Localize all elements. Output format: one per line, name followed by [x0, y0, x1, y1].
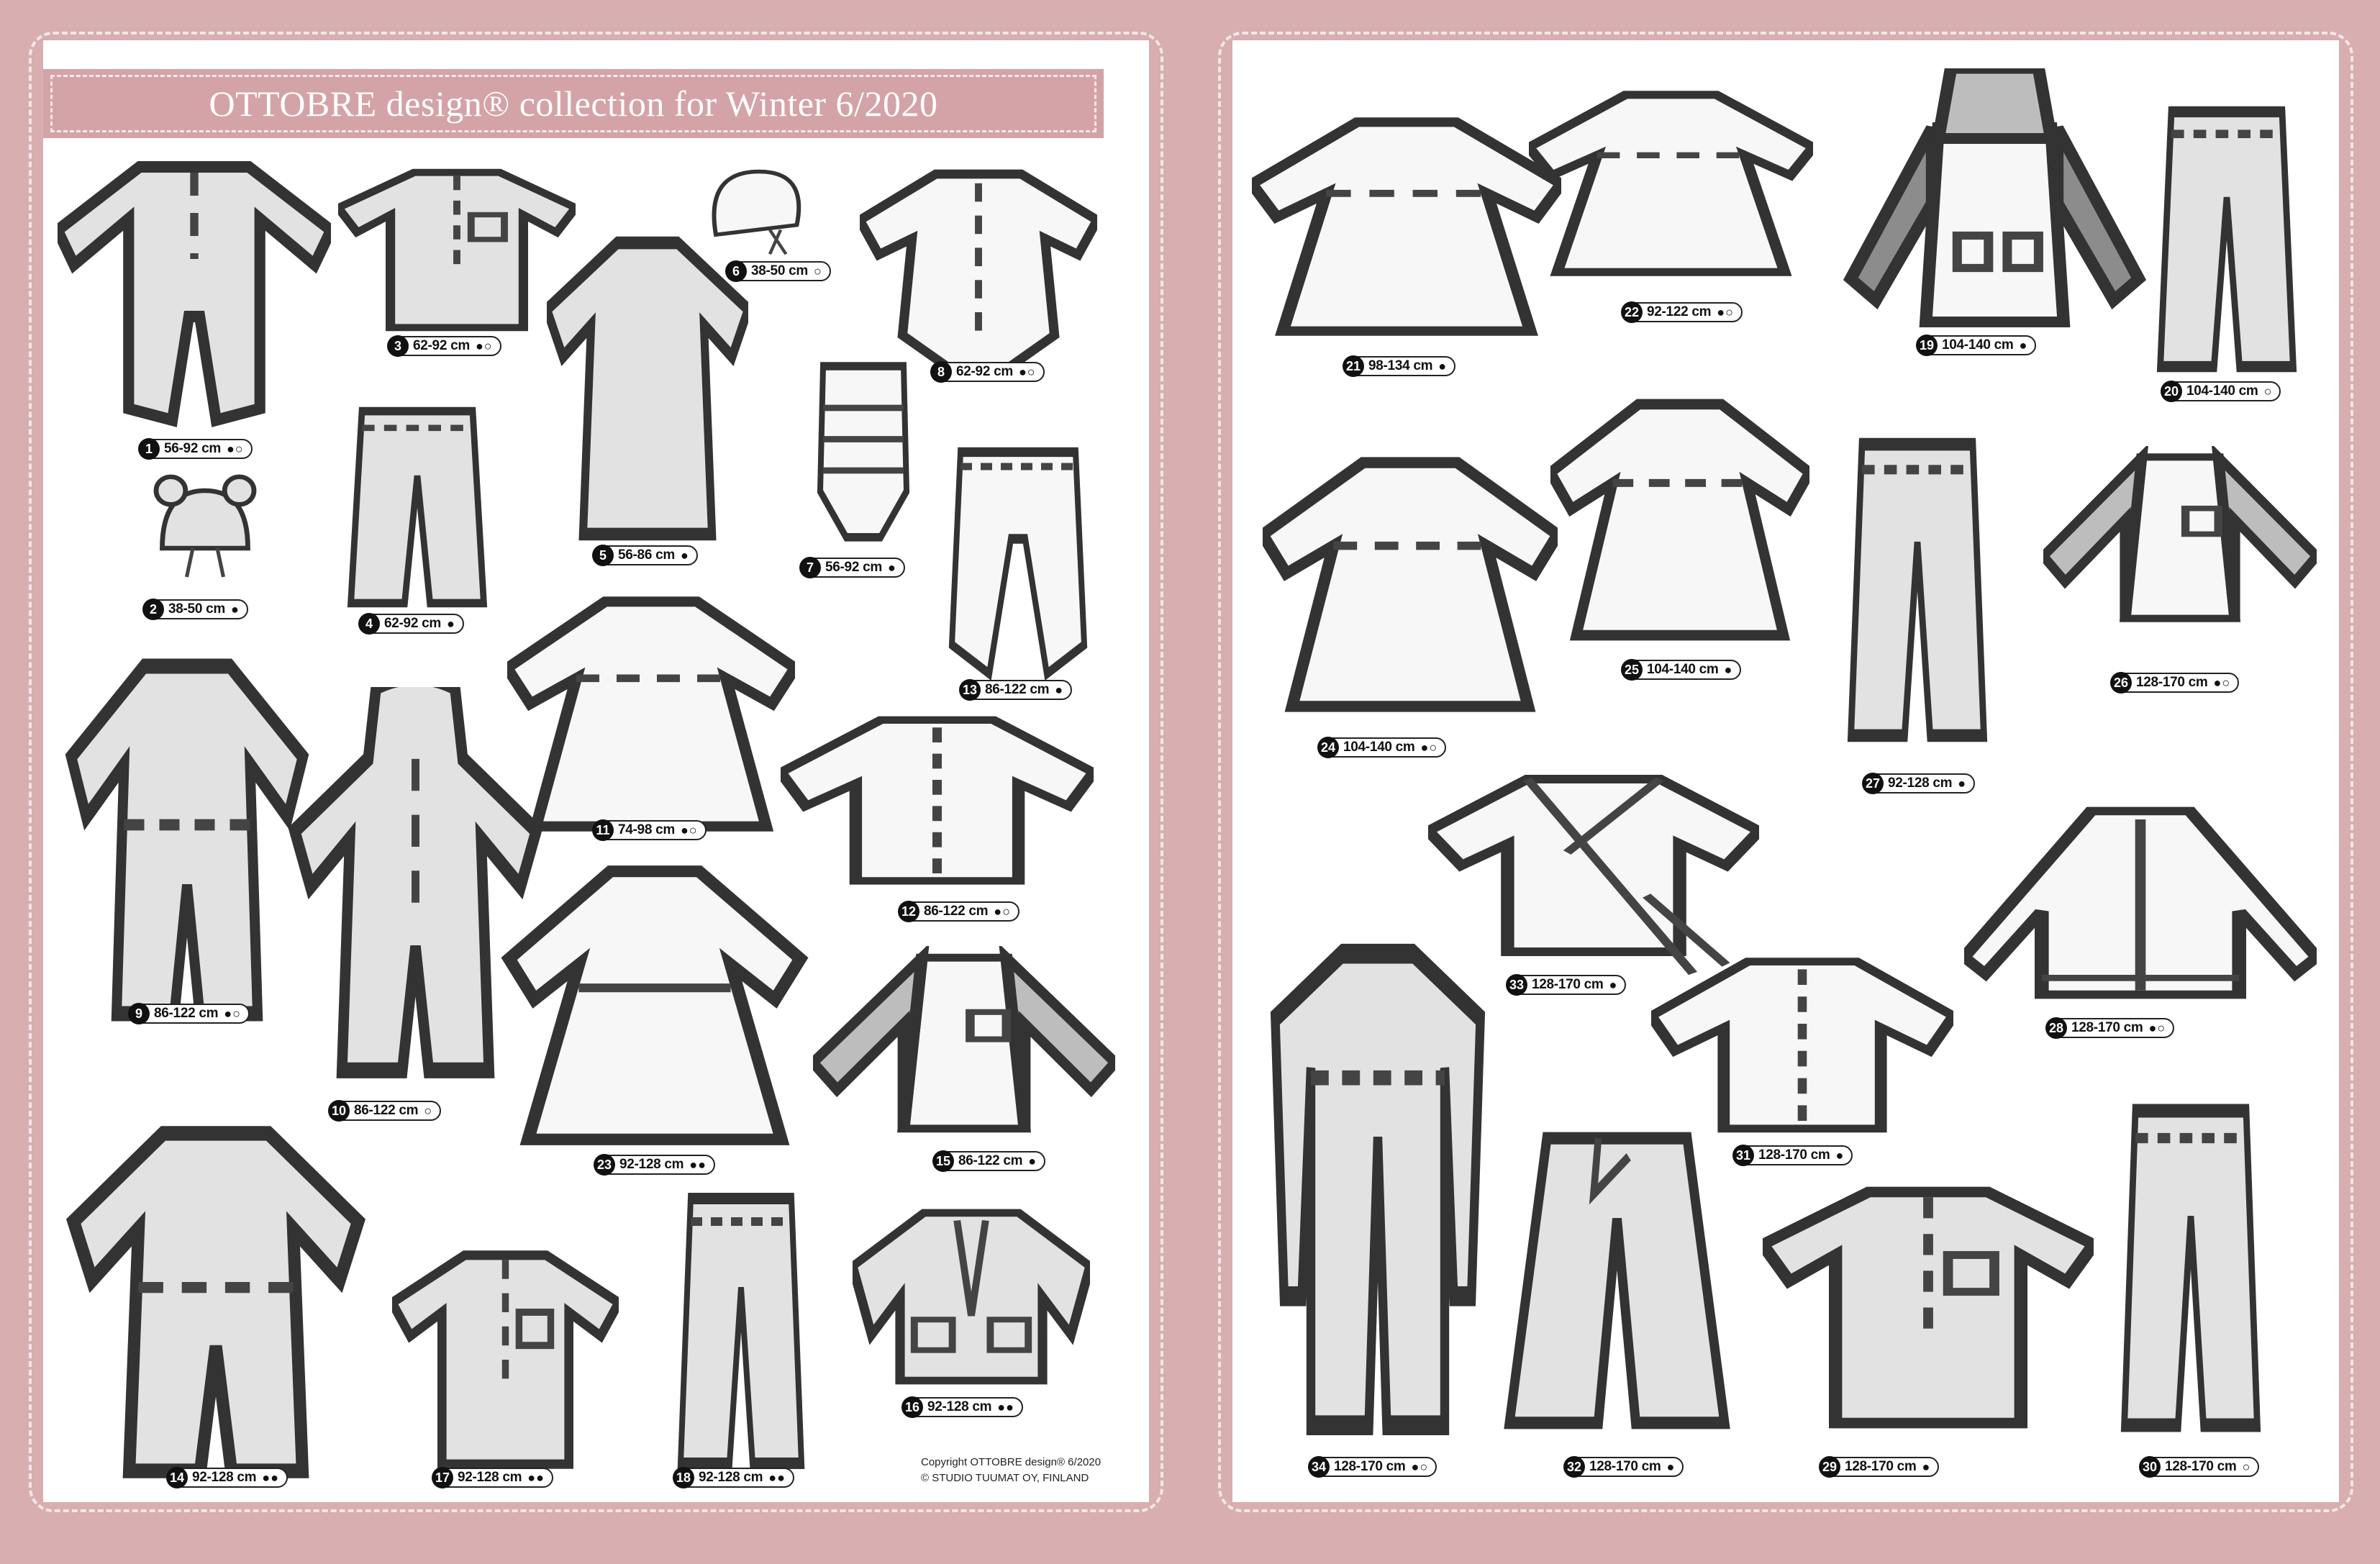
- pattern-label-13: [960, 680, 1072, 700]
- garment-illustration-3: [338, 162, 576, 338]
- pattern-size: 128-170 cm: [2165, 1459, 2237, 1474]
- pattern-number: 14: [166, 1467, 188, 1488]
- pattern-size: 74-98 cm: [618, 822, 675, 837]
- garment-illustration-15: [813, 946, 1115, 1140]
- pattern-number: 18: [673, 1467, 694, 1488]
- garment-illustration-28: [1964, 799, 2317, 1007]
- pattern-number: 29: [1819, 1456, 1840, 1478]
- pattern-size: 92-128 cm: [619, 1157, 684, 1172]
- copyright-note: [921, 1455, 1101, 1486]
- garment-illustration-24: [1263, 446, 1558, 723]
- pattern-label-32: [1565, 1457, 1684, 1477]
- pattern-number: 27: [1862, 773, 1884, 794]
- difficulty-dots: ●: [446, 616, 455, 631]
- difficulty-dots: ●: [1958, 776, 1967, 791]
- pattern-number: 17: [432, 1467, 453, 1488]
- pattern-size: 128-170 cm: [2071, 1020, 2143, 1035]
- difficulty-dots: ●: [230, 601, 240, 617]
- pattern-label-12: [899, 901, 1019, 922]
- pattern-number: 9: [128, 1003, 150, 1024]
- copyright-line-2: © STUDIO TUUMAT OY, FINLAND: [921, 1472, 1089, 1484]
- pattern-size: 128-170 cm: [2136, 675, 2208, 690]
- difficulty-dots: ○: [2242, 1459, 2251, 1474]
- title-banner-inner: [50, 75, 1096, 132]
- pattern-label-19: [1917, 335, 2036, 355]
- pattern-number: 31: [1732, 1145, 1754, 1166]
- pattern-label-3: [389, 336, 501, 356]
- pattern-number: 8: [930, 361, 952, 383]
- pattern-label-15: [934, 1151, 1045, 1171]
- garment-illustration-20: [2148, 101, 2306, 378]
- difficulty-dots: ●: [1922, 1459, 1931, 1474]
- pattern-label-5: [594, 545, 698, 565]
- pattern-size: 128-170 cm: [1758, 1147, 1830, 1163]
- pattern-number: 28: [2045, 1017, 2067, 1039]
- pattern-size: 56-92 cm: [825, 560, 882, 575]
- pattern-size: 128-170 cm: [1845, 1459, 1917, 1474]
- difficulty-dots: ●●: [689, 1157, 707, 1172]
- difficulty-dots: ●: [887, 560, 896, 575]
- garment-illustration-22: [1529, 83, 1813, 284]
- garment-illustration-26: [2043, 446, 2317, 629]
- pattern-label-10: [330, 1101, 441, 1121]
- pattern-number: 20: [2161, 381, 2182, 402]
- pattern-number: 15: [932, 1150, 954, 1172]
- pattern-number: 23: [594, 1154, 615, 1176]
- garment-illustration-17: [392, 1241, 619, 1478]
- pattern-number: 11: [592, 819, 614, 841]
- pattern-number: 4: [358, 613, 380, 635]
- pattern-label-26: [2112, 673, 2239, 693]
- garment-illustration-25: [1550, 388, 1809, 651]
- pattern-number: 13: [959, 679, 981, 701]
- page-title: OTTOBRE design® collection for Winter 6/2020: [209, 83, 938, 124]
- garment-illustration-29: [1763, 1176, 2094, 1439]
- pattern-number: 33: [1506, 974, 1527, 996]
- pattern-number: 7: [799, 557, 821, 578]
- difficulty-dots: ●: [1028, 1153, 1037, 1168]
- pattern-label-18: [674, 1468, 794, 1488]
- difficulty-dots: ●: [1055, 682, 1064, 697]
- pattern-size: 56-86 cm: [618, 547, 675, 563]
- pattern-size: 86-122 cm: [924, 904, 989, 919]
- pattern-label-23: [595, 1155, 715, 1175]
- garment-illustration-16: [853, 1201, 1090, 1392]
- pattern-label-7: [801, 558, 905, 578]
- pattern-number: 16: [901, 1396, 923, 1418]
- pattern-number: 21: [1343, 355, 1364, 377]
- garment-illustration-21: [1252, 108, 1561, 345]
- garment-illustration-4: [338, 403, 496, 611]
- pattern-number: 22: [1621, 301, 1643, 323]
- pattern-size: 92-122 cm: [1647, 304, 1712, 319]
- difficulty-dots: ●●: [262, 1470, 279, 1485]
- pattern-size: 92-128 cm: [927, 1399, 992, 1414]
- pattern-size: 92-128 cm: [1888, 776, 1953, 791]
- garment-illustration-23: [496, 860, 813, 1151]
- garment-illustration-32: [1500, 1126, 1734, 1435]
- pattern-label-30: [2140, 1457, 2259, 1477]
- difficulty-dots: ●: [2019, 337, 2028, 353]
- pattern-size: 128-170 cm: [1334, 1459, 1406, 1474]
- garment-illustration-1: [58, 144, 331, 432]
- garment-illustration-27: [1838, 432, 1997, 748]
- pattern-label-27: [1863, 773, 1975, 794]
- garment-illustration-14: [61, 1119, 371, 1486]
- pattern-label-9: [130, 1004, 250, 1024]
- pattern-size: 56-92 cm: [164, 441, 221, 456]
- pattern-size: 86-122 cm: [354, 1103, 419, 1118]
- pattern-label-4: [360, 614, 464, 634]
- garment-illustration-19: [1838, 68, 2151, 338]
- pattern-label-25: [1622, 660, 1741, 680]
- pattern-size: 38-50 cm: [751, 263, 808, 278]
- pattern-size: 62-92 cm: [384, 616, 441, 631]
- pattern-size: 92-128 cm: [192, 1470, 257, 1485]
- pattern-label-34: [1309, 1457, 1437, 1477]
- pattern-size: 104-140 cm: [1343, 740, 1415, 755]
- pattern-number: 25: [1621, 659, 1643, 681]
- difficulty-dots: ●○: [1018, 364, 1036, 379]
- pattern-label-33: [1507, 975, 1626, 995]
- pattern-size: 104-140 cm: [1942, 337, 2014, 353]
- pattern-label-14: [168, 1468, 288, 1488]
- difficulty-dots: ●●: [768, 1470, 786, 1485]
- pattern-label-1: [140, 439, 253, 459]
- difficulty-dots: ○: [2263, 383, 2273, 399]
- garment-illustration-6: [705, 162, 813, 259]
- difficulty-dots: ●: [1666, 1459, 1676, 1474]
- pattern-number: 12: [898, 901, 919, 922]
- garment-illustration-34: [1266, 939, 1489, 1435]
- difficulty-dots: ●○: [2213, 675, 2231, 690]
- pattern-number: 1: [138, 438, 160, 460]
- difficulty-dots: ●: [1724, 662, 1733, 677]
- difficulty-dots: ●○: [994, 904, 1011, 919]
- pattern-label-2: [144, 599, 248, 619]
- pattern-size: 98-134 cm: [1368, 358, 1433, 373]
- garment-illustration-8: [860, 151, 1097, 381]
- pattern-size: 38-50 cm: [168, 601, 225, 617]
- garment-illustration-5: [547, 230, 748, 547]
- difficulty-dots: ○: [424, 1103, 433, 1118]
- pattern-number: 26: [2110, 672, 2132, 694]
- pattern-label-24: [1319, 737, 1446, 758]
- pattern-number: 34: [1308, 1456, 1330, 1478]
- pattern-label-31: [1734, 1145, 1853, 1165]
- pattern-label-22: [1622, 302, 1743, 322]
- pattern-number: 3: [387, 335, 409, 357]
- pattern-label-21: [1344, 356, 1455, 376]
- garment-illustration-13: [946, 442, 1090, 683]
- difficulty-dots: ●○: [1717, 304, 1734, 319]
- pattern-size: 128-170 cm: [1532, 977, 1604, 992]
- difficulty-dots: ●●: [997, 1399, 1014, 1414]
- garment-illustration-30: [2112, 1097, 2270, 1439]
- difficulty-dots: ●: [1609, 977, 1618, 992]
- pattern-label-28: [2047, 1018, 2174, 1038]
- difficulty-dots: ●○: [680, 822, 698, 837]
- pattern-number: 24: [1317, 737, 1339, 758]
- pattern-label-8: [932, 362, 1045, 382]
- difficulty-dots: ●●: [527, 1470, 545, 1485]
- pattern-label-20: [2162, 381, 2281, 401]
- difficulty-dots: ●: [680, 547, 689, 563]
- pattern-number: 32: [1563, 1456, 1585, 1478]
- garment-illustration-9: [61, 651, 313, 1029]
- pattern-number: 2: [142, 599, 164, 620]
- pattern-label-29: [1820, 1457, 1939, 1477]
- pattern-number: 19: [1916, 335, 1938, 356]
- difficulty-dots: ●○: [226, 441, 244, 456]
- difficulty-dots: ●: [1438, 358, 1448, 373]
- pattern-label-17: [433, 1468, 553, 1488]
- pattern-size: 86-122 cm: [985, 682, 1050, 697]
- pattern-size: 62-92 cm: [413, 338, 470, 353]
- copyright-line-1: Copyright OTTOBRE design® 6/2020: [921, 1456, 1102, 1468]
- difficulty-dots: ●○: [475, 338, 493, 353]
- pattern-number: 10: [328, 1100, 350, 1122]
- pattern-number: 30: [2139, 1456, 2161, 1478]
- pattern-label-6: [727, 261, 831, 281]
- garment-illustration-11: [507, 586, 795, 842]
- pattern-size: 86-122 cm: [154, 1006, 219, 1021]
- difficulty-dots: ●○: [2148, 1020, 2166, 1035]
- title-banner: [43, 69, 1104, 138]
- pattern-label-16: [903, 1397, 1023, 1417]
- difficulty-dots: ●: [1835, 1147, 1845, 1163]
- garment-illustration-12: [781, 705, 1094, 892]
- difficulty-dots: ●○: [1420, 740, 1438, 755]
- difficulty-dots: ●○: [1411, 1459, 1429, 1474]
- pattern-size: 62-92 cm: [956, 364, 1013, 379]
- pattern-label-11: [594, 820, 707, 840]
- difficulty-dots: ●○: [224, 1006, 241, 1021]
- pattern-size: 104-140 cm: [1647, 662, 1719, 677]
- difficulty-dots: ○: [813, 263, 822, 278]
- pattern-size: 104-140 cm: [2186, 383, 2258, 399]
- garment-illustration-18: [669, 1187, 813, 1475]
- pattern-number: 6: [725, 260, 747, 282]
- garment-illustration-2: [144, 468, 266, 583]
- pattern-size: 128-170 cm: [1589, 1459, 1661, 1474]
- pattern-size: 92-128 cm: [458, 1470, 522, 1485]
- pattern-size: 92-128 cm: [699, 1470, 763, 1485]
- pattern-number: 5: [592, 545, 614, 566]
- pattern-size: 86-122 cm: [958, 1153, 1023, 1168]
